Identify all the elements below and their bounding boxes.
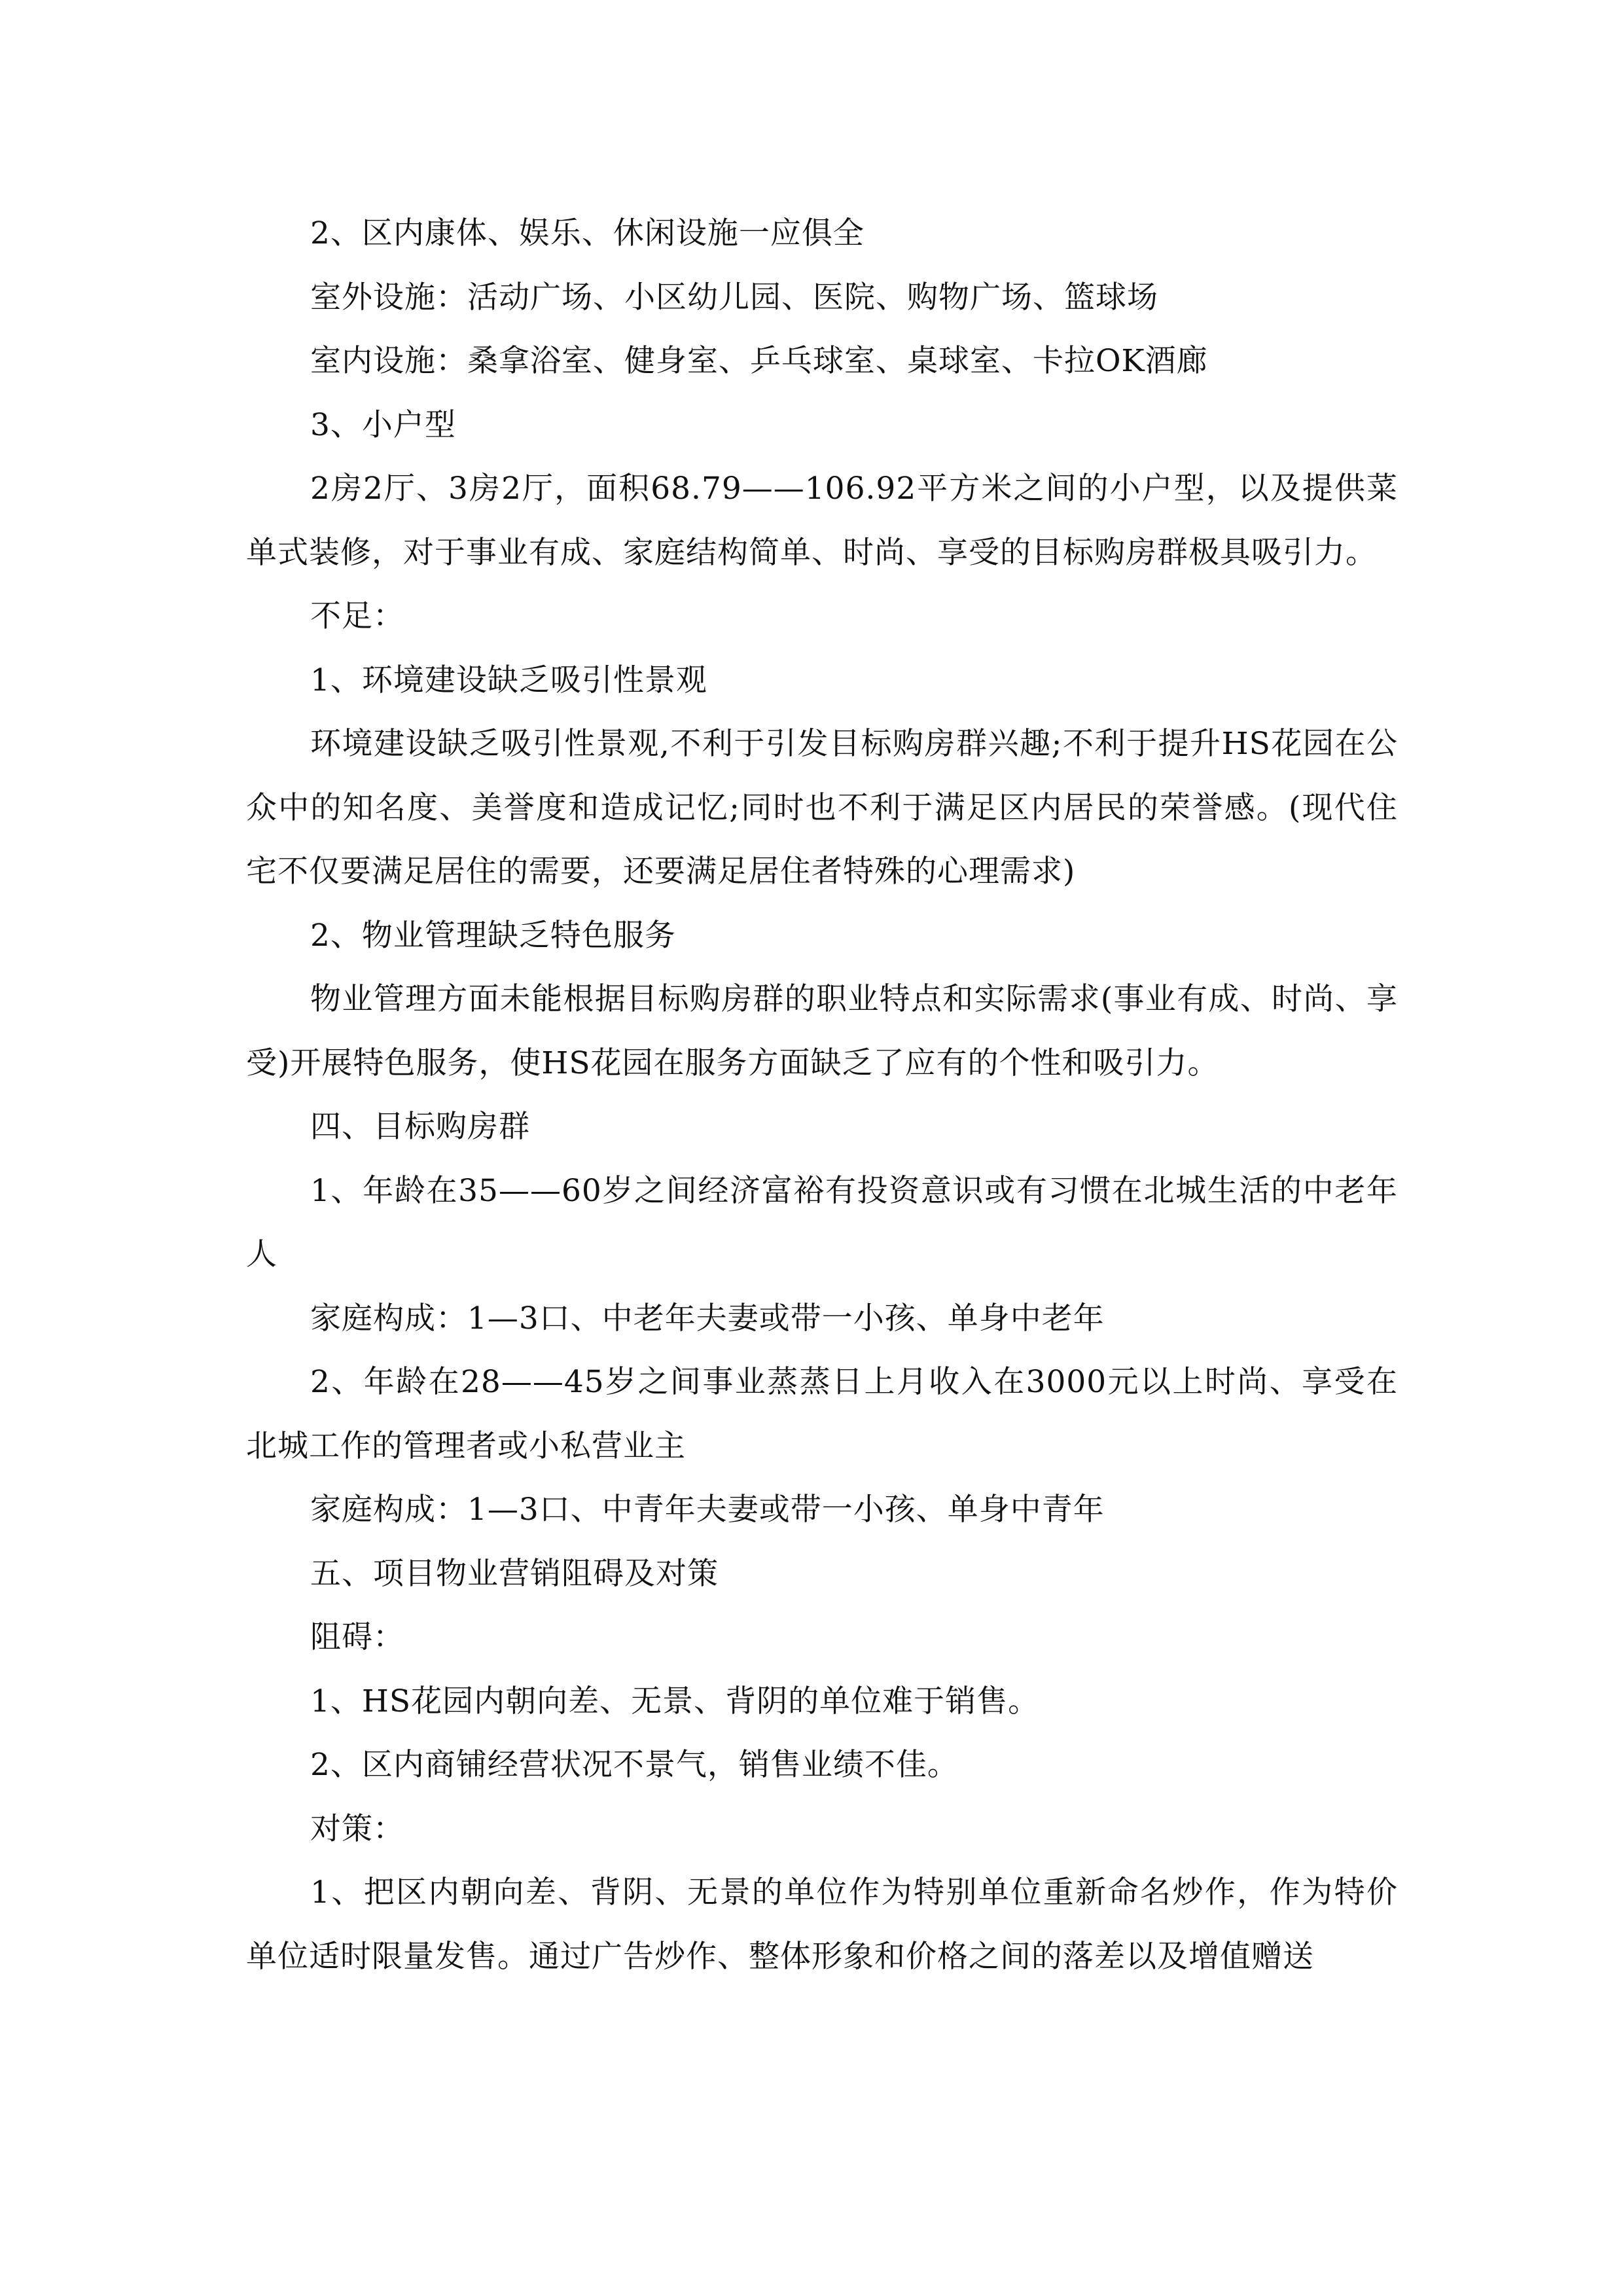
landscape-paragraph: 环境建设缺乏吸引性景观,不利于引发目标购房群兴趣;不利于提升HS花园在公众中的知名度、美誉度和造成记忆;同时也不利于满足区内居民的荣誉感。(现代住宅不仅要满足居住的需要，还要满足居住者特殊的心理需求) xyxy=(246,726,1398,889)
section-heading-obstacles-countermeasures: 五、项目物业营销阻碍及对策 xyxy=(310,1555,719,1592)
obstacle-1: 1、HS花园内朝向差、无景、背阴的单位难于销售。 xyxy=(310,1683,1040,1719)
target-group-2: 2、年龄在28——45岁之间事业蒸蒸日上月收入在3000元以上时尚、享受在北城工作的管理者或小私营业主 xyxy=(246,1364,1398,1464)
section-heading-target-buyers: 四、目标购房群 xyxy=(310,1109,530,1145)
list-item-small-units: 3、小户型 xyxy=(310,406,456,443)
family-composition-1: 家庭构成：1—3口、中老年夫妻或带一小孩、单身中老年 xyxy=(310,1300,1105,1336)
list-item-facilities: 2、区内康体、娱乐、休闲设施一应俱全 xyxy=(310,215,865,251)
list-item-landscape: 1、环境建设缺乏吸引性景观 xyxy=(310,662,707,698)
property-management-paragraph: 物业管理方面未能根据目标购房群的职业特点和实际需求(事业有成、时尚、享受)开展特色服务，使HS花园在服务方面缺乏了应有的个性和吸引力。 xyxy=(246,981,1398,1081)
countermeasures-heading: 对策： xyxy=(310,1810,404,1847)
countermeasure-1: 1、把区内朝向差、背阴、无景的单位作为特别单位重新命名炒作，作为特价单位适时限量发售。通过广告炒作、整体形象和价格之间的落差以及增值赠送 xyxy=(246,1874,1398,1975)
obstacles-heading: 阻碍： xyxy=(310,1619,404,1655)
family-composition-2: 家庭构成：1—3口、中青年夫妻或带一小孩、单身中青年 xyxy=(310,1492,1105,1528)
section-heading-shortcomings: 不足： xyxy=(310,598,404,634)
list-item-property-management: 2、物业管理缺乏特色服务 xyxy=(310,917,676,954)
target-group-1: 1、年龄在35——60岁之间经济富裕有投资意识或有习惯在北城生活的中老年人 xyxy=(246,1172,1398,1272)
document-body xyxy=(246,202,1398,1988)
small-units-paragraph: 2房2厅、3房2厅，面积68.79——106.92平方米之间的小户型，以及提供菜单式装修，对于事业有成、家庭结构简单、时尚、享受的目标购房群极具吸引力。 xyxy=(246,471,1398,571)
obstacle-2: 2、区内商铺经营状况不景气，销售业绩不佳。 xyxy=(310,1747,959,1783)
outdoor-facilities-line: 室外设施：活动广场、小区幼儿园、医院、购物广场、篮球场 xyxy=(310,279,1158,315)
indoor-facilities-line: 室内设施：桑拿浴室、健身室、乒乓球室、桌球室、卡拉OK酒廊 xyxy=(310,343,1208,379)
